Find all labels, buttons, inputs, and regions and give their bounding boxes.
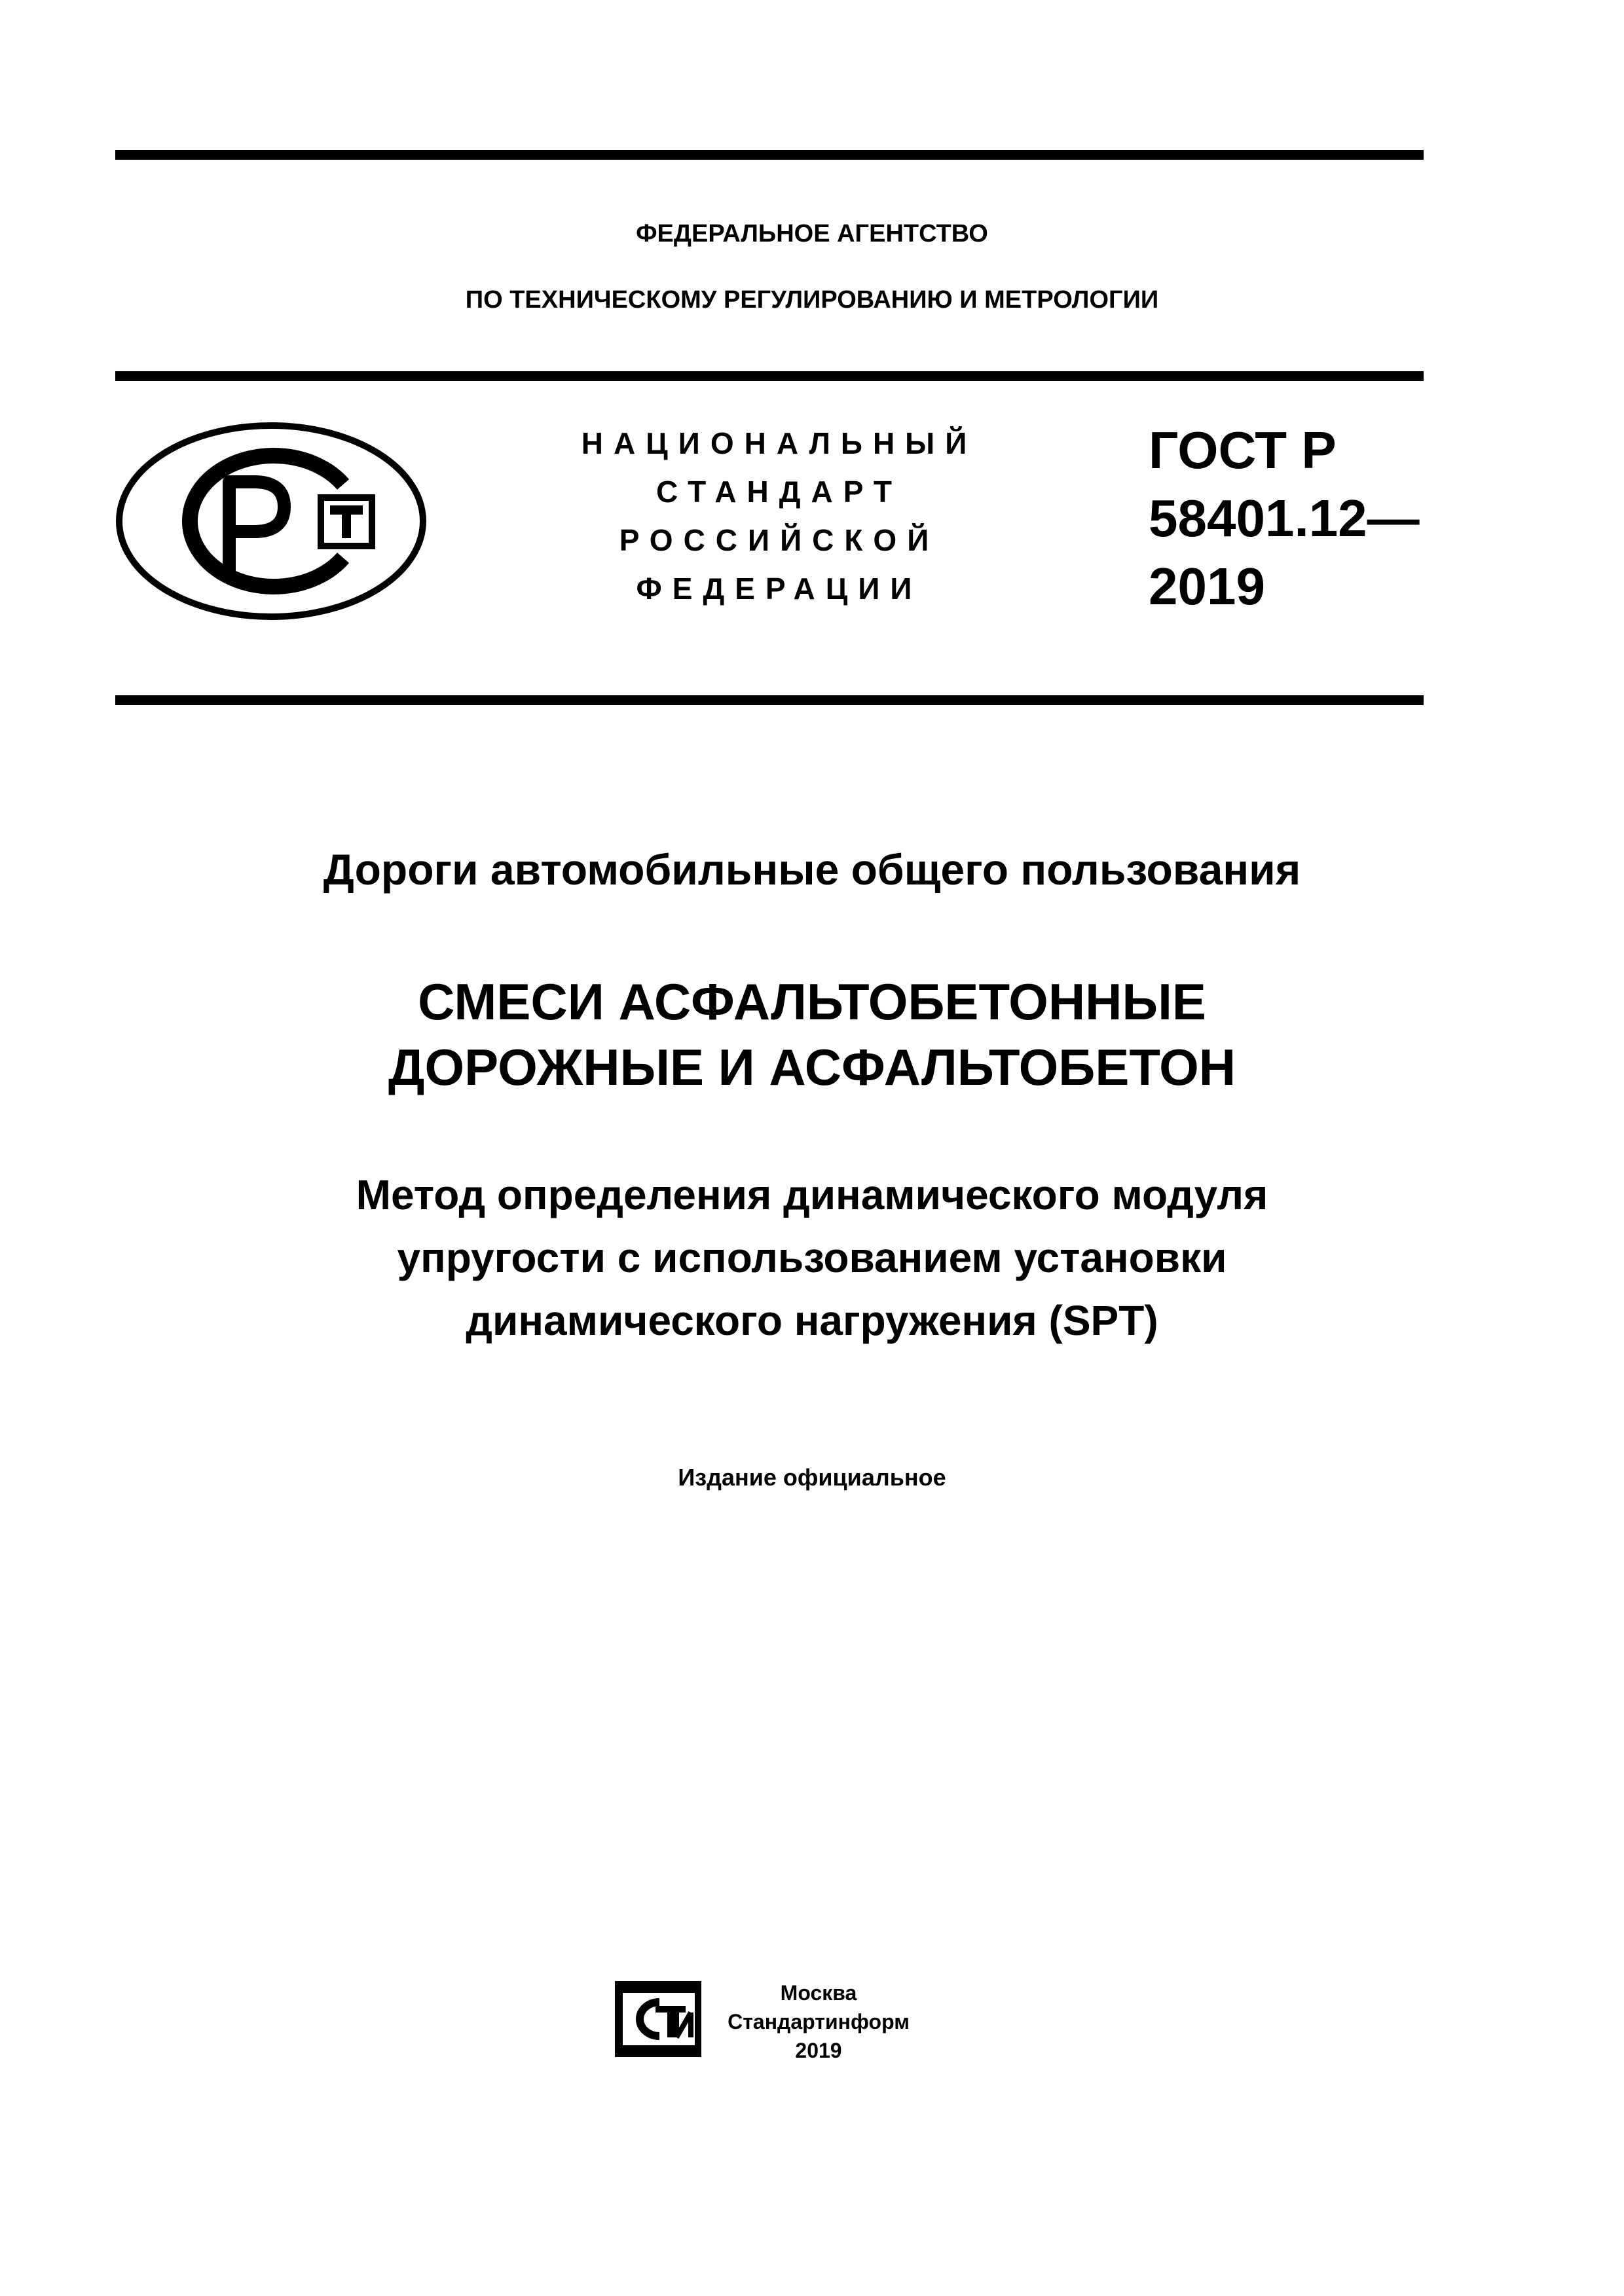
method-line-1: Метод определения динамического модуля: [356, 1171, 1268, 1218]
main-title-line-1: СМЕСИ АСФАЛЬТОБЕТОННЫЕ: [418, 973, 1206, 1030]
national-line-2: СТАНДАРТ: [656, 475, 902, 509]
national-line-4: ФЕДЕРАЦИИ: [636, 572, 923, 606]
gost-line-1: ГОСТ Р: [1149, 421, 1337, 479]
edition-label: Издание официальное: [678, 1464, 946, 1491]
publisher-info: [720, 1978, 917, 2065]
agency-line-1: ФЕДЕРАЛЬНОЕ АГЕНТСТВО: [636, 220, 988, 247]
agency-line-2: ПО ТЕХНИЧЕСКОМУ РЕГУЛИРОВАНИЮ И МЕТРОЛОГИИ: [465, 286, 1159, 314]
national-line-3: РОССИЙСКОЙ: [619, 523, 940, 557]
main-title-line-2: ДОРОЖНЫЕ И АСФАЛЬТОБЕТОН: [388, 1038, 1236, 1096]
national-line-1: НАЦИОНАЛЬНЫЙ: [581, 426, 978, 460]
gost-designation: [1149, 416, 1424, 621]
rst-conformity-mark-icon: [113, 419, 430, 624]
header-rule: [115, 371, 1424, 381]
category-title: Дороги автомобильные общего пользования: [323, 845, 1301, 894]
national-standard-label: [537, 419, 1022, 613]
publisher-year: 2019: [795, 2039, 842, 2062]
method-line-3: динамического нагружения (SPT): [466, 1297, 1158, 1344]
gost-line-3: 2019: [1149, 557, 1265, 615]
standartinform-logo-icon: [612, 1978, 704, 2060]
method-line-2: упругости с использованием установки: [397, 1234, 1227, 1281]
gost-line-2: 58401.12—: [1149, 489, 1420, 547]
publisher-name: Стандартинформ: [728, 2010, 910, 2033]
standard-rule: [115, 695, 1424, 705]
top-rule: [115, 150, 1424, 160]
publisher-city: Москва: [780, 1981, 857, 2005]
